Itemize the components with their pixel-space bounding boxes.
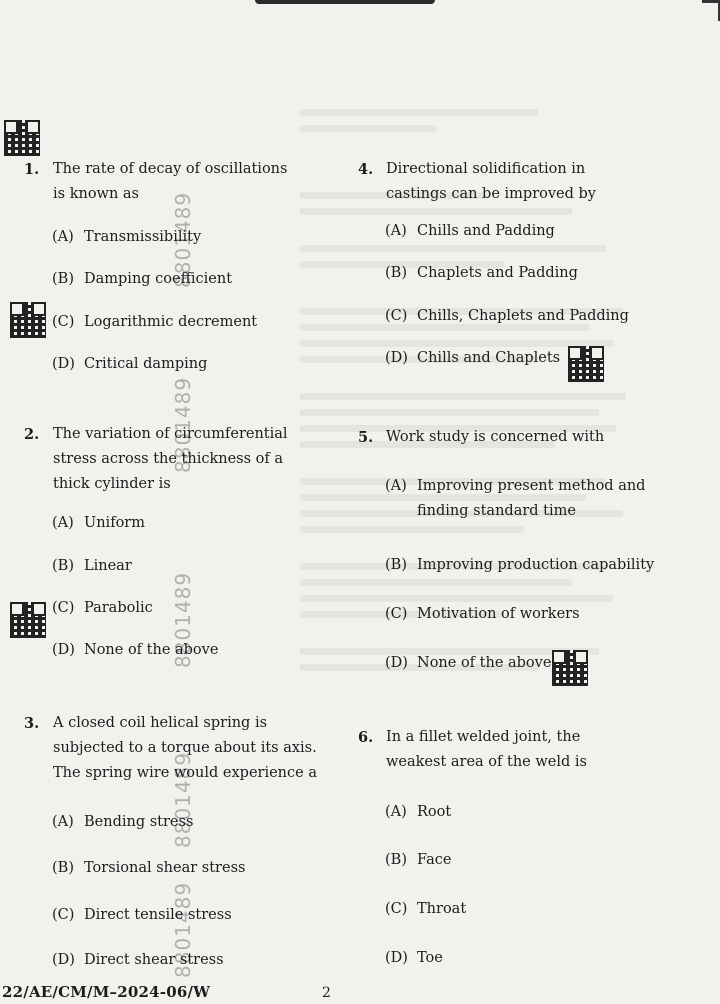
qr-code-icon xyxy=(568,346,604,382)
qr-code-icon xyxy=(10,602,46,638)
question-stem: The variation of circumferential stress across the thickness of a thick cylinder is xyxy=(53,426,288,492)
option-6d: (D) Toe xyxy=(385,950,443,966)
qr-code-icon xyxy=(10,302,46,338)
option-1a: (A) Transmissibility xyxy=(52,229,202,245)
option-5d: (D) None of the above xyxy=(385,655,552,671)
page-number: 2 xyxy=(322,985,331,1001)
question-number: 1. xyxy=(24,161,40,178)
option-4a: (A) Chills and Padding xyxy=(385,223,555,239)
option-1b: (B) Damping coefficient xyxy=(52,271,233,287)
question-number: 4. xyxy=(358,161,374,178)
page-edge-top xyxy=(255,0,435,4)
paper-code: 22/AE/CM/M–2024-06/W xyxy=(2,983,211,1001)
option-2c: (C) Parabolic xyxy=(52,600,153,616)
option-6b: (B) Face xyxy=(385,852,452,868)
option-3a: (A) Bending stress xyxy=(52,814,194,830)
qr-code-icon xyxy=(4,120,40,156)
watermark-number: 8801489 xyxy=(171,751,195,849)
watermark-number: 8801489 xyxy=(171,571,195,669)
question-stem: Directional solidification in castings can be improved by xyxy=(386,161,596,202)
qr-code-icon xyxy=(552,650,588,686)
option-2d: (D) None of the above xyxy=(52,642,219,658)
watermark-number: 8801489 xyxy=(171,376,195,474)
question-number: 3. xyxy=(24,715,40,732)
option-2b: (B) Linear xyxy=(52,558,132,574)
option-5b: (B) Improving production capability xyxy=(385,557,655,573)
option-1d: (D) Critical damping xyxy=(52,356,208,372)
option-4d: (D) Chills and Chaplets xyxy=(385,350,561,366)
option-5a: (A) Improving present method and finding standard time xyxy=(385,478,646,519)
option-1c: (C) Logarithmic decrement xyxy=(52,314,258,330)
question-stem: A closed coil helical spring is subjected to a torque about its axis. The spring wire would experience a xyxy=(53,715,317,781)
watermark-number: 8801489 xyxy=(171,881,195,979)
question-number: 2. xyxy=(24,426,40,443)
question-stem: The rate of decay of oscillations is known as xyxy=(53,161,288,202)
watermark-number: 8801489 xyxy=(171,191,195,289)
option-4b: (B) Chaplets and Padding xyxy=(385,265,578,281)
option-3c: (C) Direct tensile stress xyxy=(52,907,232,923)
question-stem: Work study is concerned with xyxy=(386,429,605,445)
option-3b: (B) Torsional shear stress xyxy=(52,860,246,876)
question-number: 5. xyxy=(358,429,374,446)
page-edge-corner xyxy=(702,0,720,21)
option-6a: (A) Root xyxy=(385,804,452,820)
option-2a: (A) Uniform xyxy=(52,515,145,531)
option-5c: (C) Motivation of workers xyxy=(385,606,580,622)
option-3d: (D) Direct shear stress xyxy=(52,952,224,968)
option-6c: (C) Throat xyxy=(385,901,467,917)
option-4c: (C) Chills, Chaplets and Padding xyxy=(385,308,629,324)
question-stem: In a fillet welded joint, the weakest area of the weld is xyxy=(386,729,587,770)
question-number: 6. xyxy=(358,729,374,746)
